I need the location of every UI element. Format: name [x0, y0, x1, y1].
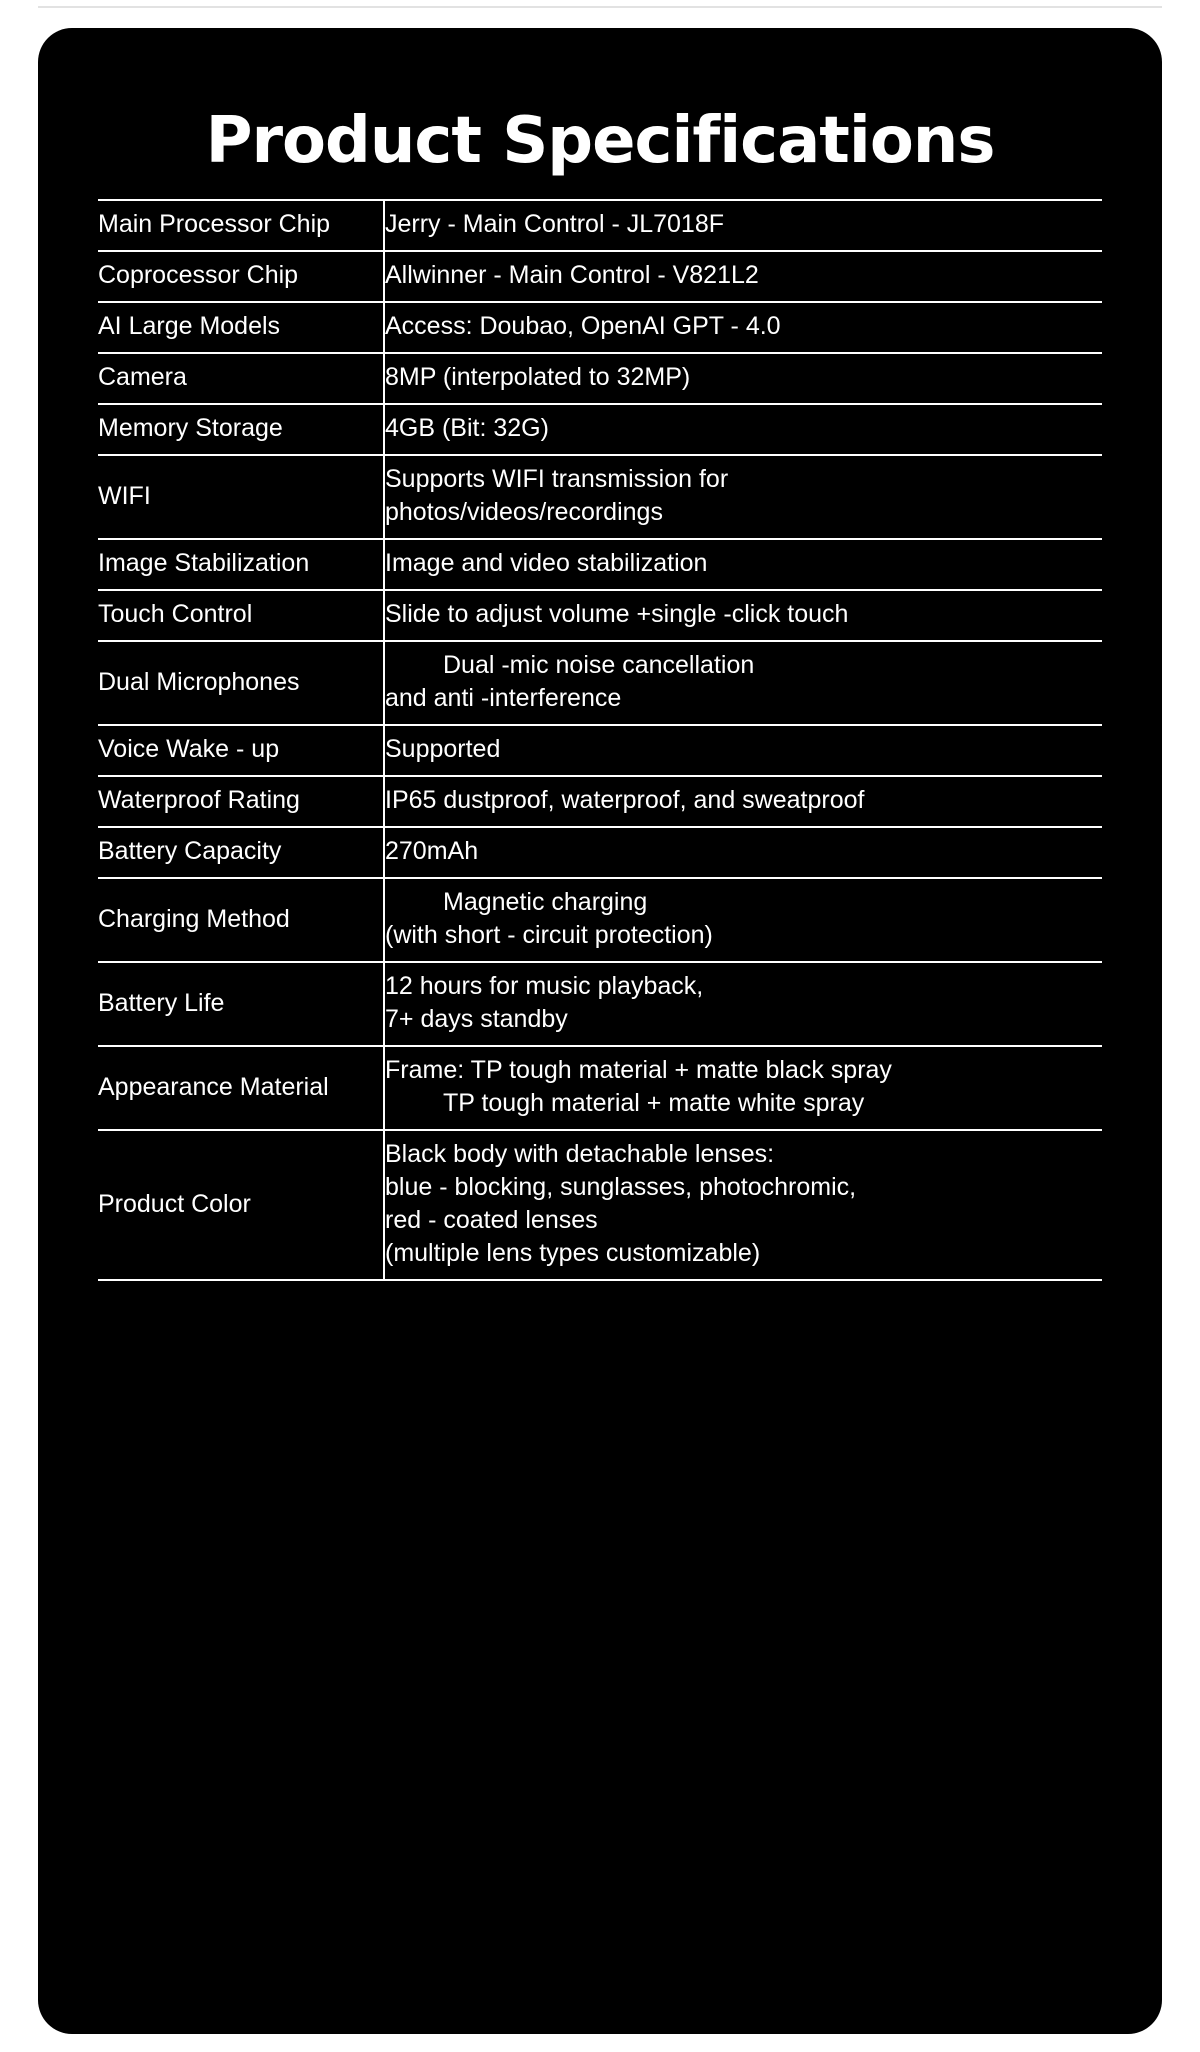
row-label: Image Stabilization	[98, 539, 384, 590]
value-line: Image and video stabilization	[385, 549, 708, 578]
value-line: (with short - circuit protection)	[385, 921, 713, 950]
value-line: 270mAh	[385, 837, 479, 866]
value-line: photos/videos/recordings	[385, 498, 663, 527]
row-value	[384, 200, 1102, 251]
row-value	[384, 251, 1102, 302]
value-line: Frame: TP tough material + matte black spray	[385, 1056, 892, 1085]
value-line: TP tough material + matte white spray	[443, 1089, 865, 1118]
value-line: Allwinner - Main Control - V821L2	[385, 261, 759, 290]
table-row	[98, 776, 1102, 827]
value-line: 4GB (Bit: 32G)	[385, 414, 549, 443]
value-line: IP65 dustproof, waterproof, and sweatproof	[385, 786, 865, 815]
row-label: WIFI	[98, 455, 384, 539]
row-value	[384, 827, 1102, 878]
value-line: Supported	[385, 735, 501, 764]
value-line: Access: Doubao, OpenAI GPT - 4.0	[385, 312, 781, 341]
row-label: Battery Life	[98, 962, 384, 1046]
row-label: Voice Wake - up	[98, 725, 384, 776]
table-row	[98, 641, 1102, 725]
table-row	[98, 1046, 1102, 1130]
row-label: Waterproof Rating	[98, 776, 384, 827]
table-row	[98, 302, 1102, 353]
table-row	[98, 827, 1102, 878]
row-value	[384, 725, 1102, 776]
table-row	[98, 878, 1102, 962]
row-label: AI Large Models	[98, 302, 384, 353]
specifications-table	[98, 199, 1102, 1281]
row-label: Coprocessor Chip	[98, 251, 384, 302]
table-row	[98, 404, 1102, 455]
value-line: red - coated lenses	[385, 1206, 598, 1235]
value-line: Jerry - Main Control - JL7018F	[385, 210, 725, 239]
table-row	[98, 1130, 1102, 1280]
value-line: Black body with detachable lenses:	[385, 1140, 775, 1169]
row-label: Product Color	[98, 1130, 384, 1280]
row-label: Battery Capacity	[98, 827, 384, 878]
row-value	[384, 776, 1102, 827]
table-row	[98, 200, 1102, 251]
row-value	[384, 353, 1102, 404]
value-line: Magnetic charging	[443, 888, 648, 917]
row-label: Touch Control	[98, 590, 384, 641]
row-value	[384, 404, 1102, 455]
value-line: Supports WIFI transmission for	[385, 465, 729, 494]
value-line: (multiple lens types customizable)	[385, 1239, 761, 1268]
value-line: blue - blocking, sunglasses, photochromic,	[385, 1173, 857, 1202]
row-value	[384, 539, 1102, 590]
table-row	[98, 962, 1102, 1046]
table-row	[98, 455, 1102, 539]
row-label: Main Processor Chip	[98, 200, 384, 251]
row-label: Appearance Material	[98, 1046, 384, 1130]
row-value	[384, 878, 1102, 962]
row-label: Memory Storage	[98, 404, 384, 455]
row-value	[384, 1046, 1102, 1130]
table-row	[98, 590, 1102, 641]
value-line: 7+ days standby	[385, 1005, 568, 1034]
value-line: 8MP (interpolated to 32MP)	[385, 363, 691, 392]
value-line: Dual -mic noise cancellation	[443, 651, 755, 680]
row-value	[384, 962, 1102, 1046]
row-label: Camera	[98, 353, 384, 404]
row-value	[384, 302, 1102, 353]
table-row	[98, 353, 1102, 404]
value-line: Slide to adjust volume +single -click touch	[385, 600, 849, 629]
table-row	[98, 725, 1102, 776]
row-value	[384, 1130, 1102, 1280]
value-line: and anti -interference	[385, 684, 622, 713]
page-title: Product Specifications	[205, 104, 995, 178]
table-row	[98, 539, 1102, 590]
row-value	[384, 641, 1102, 725]
top-divider	[38, 6, 1162, 8]
row-label: Dual Microphones	[98, 641, 384, 725]
row-value	[384, 590, 1102, 641]
spec-card	[38, 28, 1162, 2034]
row-label: Charging Method	[98, 878, 384, 962]
table-row	[98, 251, 1102, 302]
value-line: 12 hours for music playback,	[385, 972, 704, 1001]
row-value	[384, 455, 1102, 539]
